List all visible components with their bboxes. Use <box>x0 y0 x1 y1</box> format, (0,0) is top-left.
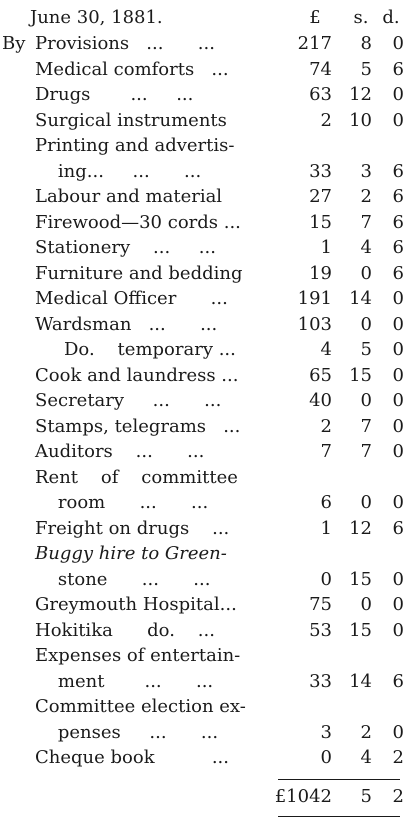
ledger-item-shillings: 10 <box>349 109 372 131</box>
ledger-row <box>0 745 406 771</box>
ledger-row <box>0 694 406 720</box>
ledger-item-shillings: 14 <box>349 288 372 309</box>
ledger-item-pence: 0 <box>392 619 404 641</box>
ledger-row <box>0 669 406 695</box>
ledger-item-label: Cheque book ... <box>35 747 229 768</box>
ledger-item-label: Stationery ... ... <box>35 237 216 258</box>
ledger-item-pounds: 0 <box>320 568 332 590</box>
ledger-item-pounds: 3 <box>320 721 332 743</box>
ledger-item-pence: 0 <box>392 313 404 335</box>
ledger-rows <box>0 31 406 771</box>
ledger-item-pounds: 217 <box>297 33 332 54</box>
ledger-row <box>0 82 406 108</box>
ledger-item-pounds: 33 <box>309 670 332 692</box>
ledger-item-shillings: 7 <box>360 415 372 437</box>
column-header-pence: d. <box>382 7 400 28</box>
ledger-item-pence: 6 <box>392 186 404 207</box>
ledger-item-label: Committee election ex- <box>35 696 246 717</box>
ledger-row <box>0 210 406 236</box>
ledger-item-shillings: 15 <box>349 364 372 386</box>
ledger-item-shillings: 0 <box>360 390 372 411</box>
ledger-row <box>0 414 406 440</box>
ledger-item-label: Auditors ... ... <box>35 441 205 462</box>
ledger-item-pence: 0 <box>392 390 404 411</box>
ledger-item-pence: 0 <box>392 415 404 437</box>
ledger-row <box>0 363 406 389</box>
ledger-row <box>0 643 406 669</box>
ledger-item-pence: 6 <box>392 517 404 539</box>
ledger-item-pounds: 2 <box>320 109 332 131</box>
ledger-row <box>0 159 406 185</box>
ledger-item-shillings: 4 <box>360 747 372 768</box>
ledger-item-label: Furniture and bedding <box>35 262 243 284</box>
total-rule-top <box>278 779 400 780</box>
ledger-item-pounds: 27 <box>309 186 332 207</box>
ledger-item-pence: 2 <box>392 747 404 768</box>
ledger-item-shillings: 2 <box>360 721 372 743</box>
ledger-item-shillings: 5 <box>360 58 372 80</box>
ledger-item-pence: 0 <box>392 441 404 462</box>
ledger-item-shillings: 8 <box>360 33 372 54</box>
ledger-item-shillings: 2 <box>360 186 372 207</box>
ledger-item-shillings: 12 <box>349 517 372 539</box>
total-pounds: £1042 <box>274 786 332 807</box>
ledger-row <box>0 337 406 363</box>
ledger-item-pence: 6 <box>392 211 404 233</box>
ledger-item-label: Do. temporary ... <box>64 339 236 360</box>
ledger-item-shillings: 4 <box>360 237 372 258</box>
ledger-item-pounds: 53 <box>309 619 332 641</box>
ledger-item-pence: 0 <box>392 568 404 590</box>
ledger-item-pounds: 40 <box>309 390 332 411</box>
ledger-item-pounds: 63 <box>309 84 332 105</box>
ledger-item-label: ment ... ... <box>35 670 214 692</box>
ledger-row <box>0 108 406 134</box>
ledger-item-shillings: 3 <box>360 160 372 182</box>
ledger-item-pounds: 1 <box>320 237 332 258</box>
ledger-item-label: Printing and advertis- <box>35 135 235 156</box>
by-label: By <box>2 33 26 54</box>
ledger-item-shillings: 14 <box>349 670 372 692</box>
ledger-item-pence: 0 <box>392 84 404 105</box>
ledger-item-label: stone ... ... <box>35 568 211 590</box>
ledger-item-pounds: 103 <box>297 313 332 335</box>
ledger-item-pounds: 2 <box>320 415 332 437</box>
ledger-row <box>0 567 406 593</box>
ledger-item-label: penses ... ... <box>35 721 219 743</box>
ledger-item-pounds: 191 <box>297 288 332 309</box>
ledger-item-label: Secretary ... ... <box>35 390 222 411</box>
ledger-row <box>0 592 406 618</box>
ledger-item-shillings: 0 <box>360 313 372 335</box>
ledger-item-label: Wardsman ... ... <box>35 313 218 335</box>
ledger-item-pence: 0 <box>392 364 404 386</box>
ledger-item-label: Surgical instruments <box>35 109 227 131</box>
ledger-item-label: Cook and laundress ... <box>35 364 239 386</box>
ledger-item-label: Provisions ... ... <box>35 33 215 54</box>
ledger-row <box>0 31 406 57</box>
ledger-row <box>0 618 406 644</box>
ledger-item-label: Buggy hire to Green- <box>35 543 227 564</box>
ledger-row <box>0 388 406 414</box>
ledger-item-pence: 0 <box>392 109 404 131</box>
ledger-item-label: room ... ... <box>35 492 209 513</box>
ledger-item-label: Labour and material <box>35 186 223 207</box>
ledger-item-pounds: 15 <box>309 211 332 233</box>
ledger-date: June 30, 1881. <box>30 7 163 28</box>
ledger-item-label: ing... ... ... <box>35 160 202 182</box>
ledger-item-label: Stamps, telegrams ... <box>35 415 241 437</box>
ledger-item-label: Medical Officer ... <box>35 288 228 309</box>
ledger-item-pounds: 19 <box>309 262 332 284</box>
ledger-row <box>0 235 406 261</box>
ledger-header <box>0 6 406 30</box>
ledger-item-shillings: 15 <box>349 619 372 641</box>
ledger-item-pounds: 0 <box>320 747 332 768</box>
ledger-item-pence: 0 <box>392 594 404 615</box>
ledger-item-shillings: 5 <box>360 339 372 360</box>
ledger-item-label: Rent of committee <box>35 466 238 488</box>
ledger-item-label: Firewood—30 cords ... <box>35 211 241 233</box>
ledger-row <box>0 57 406 83</box>
ledger-row <box>0 720 406 746</box>
total-pence: 2 <box>392 786 404 807</box>
total-rule-bottom <box>278 816 400 817</box>
ledger-row <box>0 312 406 338</box>
ledger-item-pence: 0 <box>392 721 404 743</box>
ledger-row <box>0 184 406 210</box>
ledger-item-pounds: 1 <box>320 517 332 539</box>
ledger-row <box>0 541 406 567</box>
ledger-item-label: Hokitika do. ... <box>35 619 215 641</box>
ledger-item-pence: 6 <box>392 160 404 182</box>
ledger-item-pence: 6 <box>392 262 404 284</box>
ledger-item-shillings: 0 <box>360 492 372 513</box>
ledger-item-shillings: 0 <box>360 262 372 284</box>
ledger-item-shillings: 12 <box>349 84 372 105</box>
ledger-item-label: Drugs ... ... <box>35 84 194 105</box>
ledger-item-label: Freight on drugs ... <box>35 517 230 539</box>
ledger-item-pence: 0 <box>392 33 404 54</box>
ledger-row <box>0 516 406 542</box>
ledger-item-pounds: 75 <box>309 594 332 615</box>
ledger-item-pounds: 65 <box>309 364 332 386</box>
ledger-item-pounds: 7 <box>320 441 332 462</box>
ledger-row <box>0 133 406 159</box>
ledger-item-shillings: 7 <box>360 211 372 233</box>
ledger-total-row <box>0 784 406 810</box>
ledger-row <box>0 286 406 312</box>
ledger-item-pence: 6 <box>392 670 404 692</box>
ledger-item-pounds: 4 <box>320 339 332 360</box>
ledger-row <box>0 465 406 491</box>
ledger-item-label: Medical comforts ... <box>35 58 229 80</box>
ledger-item-label: Greymouth Hospital... <box>35 594 237 615</box>
ledger-row <box>0 439 406 465</box>
ledger-item-pence: 6 <box>392 58 404 80</box>
ledger-item-shillings: 0 <box>360 594 372 615</box>
total-shillings: 5 <box>360 786 372 807</box>
column-header-shillings: s. <box>353 7 369 28</box>
ledger-item-pounds: 6 <box>320 492 332 513</box>
ledger-item-pence: 0 <box>392 339 404 360</box>
ledger-item-pence: 6 <box>392 237 404 258</box>
ledger-item-shillings: 15 <box>349 568 372 590</box>
ledger-item-shillings: 7 <box>360 441 372 462</box>
column-header-pounds: £ <box>309 7 321 28</box>
ledger-item-label: Expenses of entertain- <box>35 645 241 666</box>
ledger-row <box>0 261 406 287</box>
ledger-row <box>0 490 406 516</box>
ledger-item-pence: 0 <box>392 492 404 513</box>
ledger-item-pounds: 33 <box>309 160 332 182</box>
ledger-item-pence: 0 <box>392 288 404 309</box>
ledger-item-pounds: 74 <box>309 58 332 80</box>
